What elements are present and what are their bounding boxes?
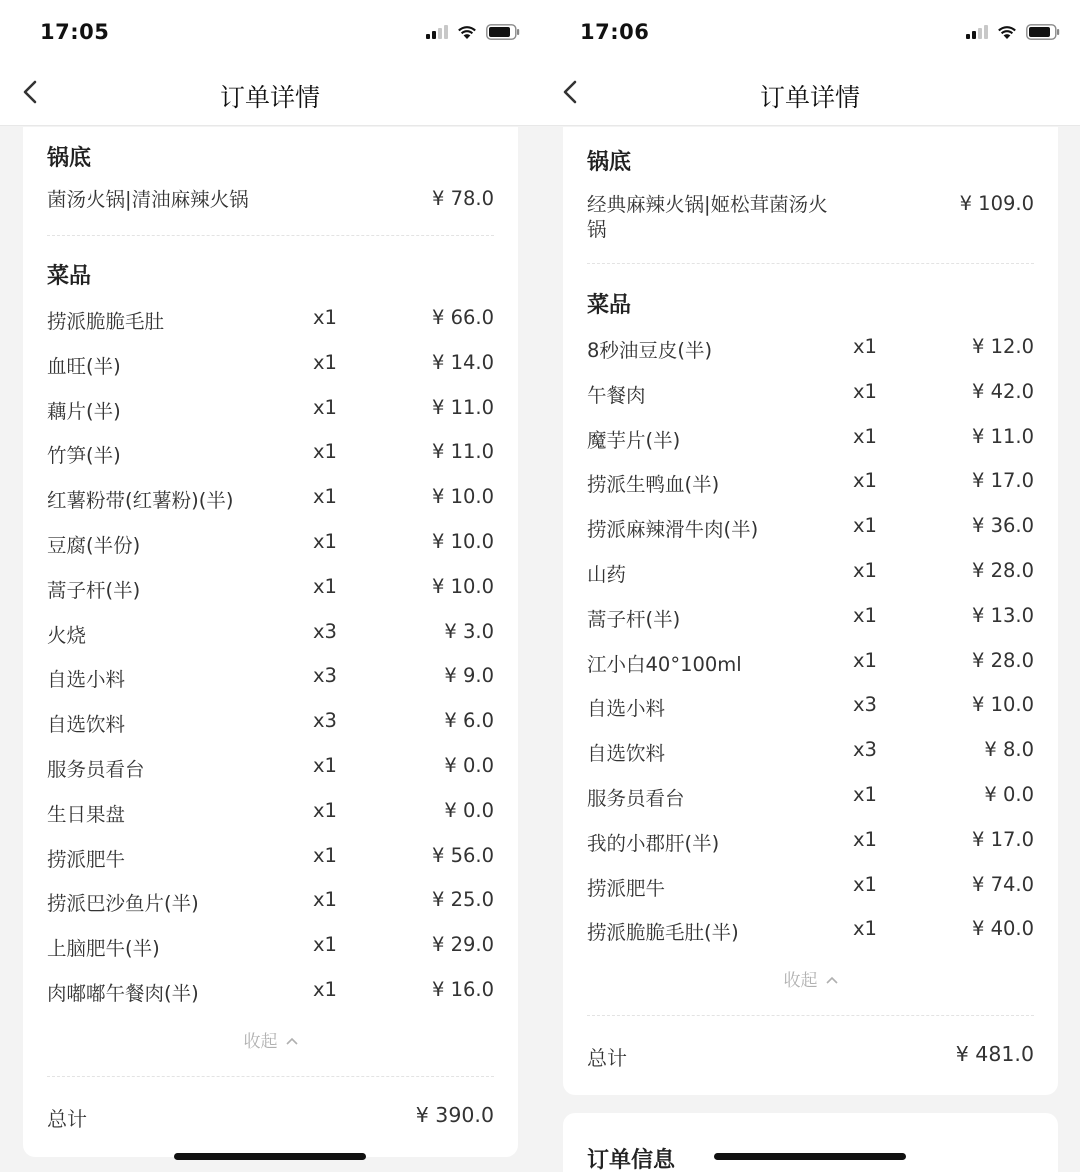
dish-name: 捞派脆脆毛肚(半): [587, 921, 739, 945]
dish-name: 红薯粉带(红薯粉)(半): [47, 489, 234, 513]
dish-row: [587, 335, 1034, 365]
status-bar: [0, 0, 540, 64]
dish-row: [47, 664, 494, 694]
dish-qty: x1: [853, 603, 877, 627]
status-icons: [426, 24, 520, 40]
dish-price: ¥ 9.0: [444, 664, 494, 688]
total-price: ¥ 390.0: [415, 1103, 494, 1127]
total-row: [587, 1042, 1034, 1072]
dish-qty: x1: [313, 395, 337, 419]
dish-price: ¥ 12.0: [971, 335, 1034, 358]
total-price: ¥ 481.0: [955, 1042, 1034, 1066]
status-time: 17:05: [40, 20, 110, 44]
battery-icon: [486, 24, 520, 40]
dish-qty: x1: [853, 379, 877, 403]
dish-price: ¥ 11.0: [431, 440, 494, 464]
dish-qty: x3: [313, 664, 337, 688]
dish-price: ¥ 40.0: [971, 917, 1034, 941]
dish-qty: x1: [313, 350, 337, 374]
dish-price: ¥ 56.0: [431, 843, 494, 867]
dish-row: [47, 440, 494, 470]
dish-qty: x1: [313, 574, 337, 598]
dish-name: 自选饮料: [47, 713, 126, 737]
base-price: ¥ 109.0: [959, 192, 1034, 215]
dish-row: [47, 978, 494, 1008]
dish-price: ¥ 11.0: [431, 395, 494, 419]
dish-name: 捞派肥牛: [587, 876, 666, 900]
dish-name: 山药: [587, 563, 627, 586]
dish-name: 肉嘟嘟午餐肉(半): [47, 982, 199, 1005]
dish-qty: x3: [313, 709, 337, 733]
dish-row: [47, 799, 494, 829]
dish-name: 8秒油豆皮(半): [587, 339, 713, 362]
total-label: 总计: [47, 1107, 87, 1131]
dish-qty: x1: [313, 754, 337, 777]
dish-name: 上脑肥牛(半): [47, 937, 160, 961]
dish-row: [47, 396, 494, 426]
dish-row: [587, 469, 1034, 499]
dish-row: [47, 888, 494, 918]
dish-price: ¥ 36.0: [971, 514, 1034, 538]
collapse-label: 收起: [783, 971, 818, 991]
dish-qty: x1: [313, 440, 337, 464]
dish-name: 捞派麻辣滑牛肉(半): [587, 518, 759, 542]
dish-name: 捞派脆脆毛肚: [47, 310, 165, 333]
dish-qty: x1: [853, 469, 877, 493]
dish-row: [47, 306, 494, 336]
dish-qty: x3: [853, 693, 877, 717]
dish-name: 捞派肥牛: [47, 847, 126, 871]
total-label: 总计: [587, 1046, 627, 1070]
signal-icon: [426, 25, 448, 39]
divider: [587, 1015, 1034, 1016]
nav-bar: [0, 64, 540, 126]
divider: [587, 263, 1034, 264]
dish-name: 自选小料: [47, 668, 126, 692]
dish-price: ¥ 29.0: [431, 933, 494, 957]
base-row: [47, 187, 494, 217]
dish-row: [587, 514, 1034, 544]
base-price: ¥ 78.0: [431, 187, 494, 210]
dish-price: ¥ 28.0: [971, 648, 1034, 672]
order-info-card: [563, 1113, 1058, 1172]
dish-name: 血旺(半): [47, 354, 121, 378]
dish-row: [47, 620, 494, 650]
dish-price: ¥ 8.0: [984, 738, 1034, 762]
dish-row: [47, 485, 494, 515]
right-screen: [540, 0, 1080, 1172]
dish-price: ¥ 3.0: [444, 619, 494, 643]
dish-price: ¥ 10.0: [431, 574, 494, 598]
dish-price: ¥ 13.0: [971, 603, 1034, 627]
collapse-button[interactable]: [563, 966, 1058, 991]
status-icons: [966, 24, 1060, 40]
dish-price: ¥ 28.0: [971, 559, 1034, 582]
dish-qty: x1: [853, 872, 877, 896]
dish-qty: x1: [853, 559, 877, 582]
dish-name: 蒿子杆(半): [47, 578, 141, 602]
dish-qty: x1: [313, 798, 337, 822]
chevron-up-icon: [286, 1030, 298, 1050]
base-section-title: 锅底: [587, 150, 632, 175]
dish-price: ¥ 10.0: [431, 530, 494, 553]
dish-row: [47, 754, 494, 784]
dish-row: [587, 559, 1034, 589]
base-row: [587, 192, 1034, 244]
order-info-title: 订单信息: [587, 1148, 676, 1172]
dish-row: [47, 933, 494, 963]
base-section-title: 锅底: [47, 146, 92, 171]
dish-name: 豆腐(半份): [47, 534, 141, 557]
dish-price: ¥ 0.0: [444, 798, 494, 822]
dish-price: ¥ 66.0: [431, 306, 494, 329]
home-indicator: [174, 1153, 366, 1160]
dish-price: ¥ 6.0: [444, 709, 494, 733]
dish-name: 火烧: [47, 623, 87, 647]
dish-price: ¥ 10.0: [971, 693, 1034, 717]
dish-qty: x1: [313, 978, 337, 1001]
dish-row: [587, 425, 1034, 455]
dish-row: [587, 738, 1034, 768]
status-bar: [540, 0, 1080, 64]
dish-name: 魔芋片(半): [587, 428, 681, 452]
dish-name: 我的小郡肝(半): [587, 831, 720, 855]
dish-qty: x1: [313, 888, 337, 912]
collapse-label: 收起: [243, 1032, 278, 1052]
dish-row: [587, 380, 1034, 410]
dish-price: ¥ 17.0: [971, 469, 1034, 493]
dish-name: 自选小料: [587, 697, 666, 721]
dish-row: [47, 575, 494, 605]
dish-name: 藕片(半): [47, 399, 121, 423]
dish-qty: x1: [313, 933, 337, 957]
dish-qty: x3: [313, 619, 337, 643]
dish-qty: x1: [853, 335, 877, 358]
dish-name: 捞派生鸭血(半): [587, 473, 720, 497]
dish-qty: x1: [853, 424, 877, 448]
dish-name: 服务员看台: [587, 787, 685, 810]
dishes-section-title: 菜品: [587, 293, 632, 318]
dish-name: 自选饮料: [587, 742, 666, 766]
dish-qty: x3: [853, 738, 877, 762]
dish-price: ¥ 11.0: [971, 424, 1034, 448]
signal-icon: [966, 25, 988, 39]
wifi-icon: [996, 24, 1018, 40]
dish-name: 蒿子杆(半): [587, 607, 681, 631]
dish-name: 捞派巴沙鱼片(半): [47, 892, 199, 916]
page-title: 订单详情: [219, 83, 320, 112]
dish-row: [587, 873, 1034, 903]
dish-row: [587, 604, 1034, 634]
dish-row: [47, 351, 494, 381]
dish-price: ¥ 14.0: [431, 350, 494, 374]
divider: [47, 235, 494, 236]
order-items-card: [563, 127, 1058, 1095]
dish-qty: x1: [313, 306, 337, 329]
dish-name: 生日果盘: [47, 802, 126, 826]
dish-qty: x1: [313, 843, 337, 867]
dish-name: 竹笋(半): [47, 444, 121, 468]
dish-price: ¥ 74.0: [971, 872, 1034, 896]
base-name: 经典麻辣火锅|姬松茸菌汤火锅: [587, 193, 828, 241]
battery-icon: [1026, 24, 1060, 40]
dish-row: [47, 844, 494, 874]
dish-price: ¥ 16.0: [431, 978, 494, 1001]
dishes-section-title: 菜品: [47, 264, 92, 289]
status-time: 17:06: [580, 20, 650, 44]
dish-price: ¥ 42.0: [971, 379, 1034, 403]
total-row: [47, 1103, 494, 1133]
dish-price: ¥ 25.0: [431, 888, 494, 912]
dish-row: [587, 828, 1034, 858]
base-name: 菌汤火锅|清油麻辣火锅: [47, 188, 249, 211]
wifi-icon: [456, 24, 478, 40]
page-title: 订单详情: [759, 83, 860, 112]
home-indicator: [714, 1153, 906, 1160]
dish-name: 服务员看台: [47, 758, 145, 781]
dish-qty: x1: [853, 827, 877, 851]
dish-price: ¥ 17.0: [971, 827, 1034, 851]
dish-row: [587, 917, 1034, 947]
divider: [47, 1076, 494, 1077]
dish-qty: x1: [853, 783, 877, 806]
nav-bar: [540, 64, 1080, 126]
dish-price: ¥ 0.0: [984, 783, 1034, 806]
dish-qty: x1: [313, 530, 337, 553]
dish-row: [47, 709, 494, 739]
chevron-up-icon: [826, 969, 838, 989]
dish-name: 江小白40°100ml: [587, 652, 742, 676]
dish-price: ¥ 0.0: [444, 754, 494, 777]
dish-price: ¥ 10.0: [431, 485, 494, 509]
dish-qty: x1: [853, 917, 877, 941]
dish-row: [587, 693, 1034, 723]
dish-row: [587, 783, 1034, 813]
dish-row: [587, 649, 1034, 679]
order-items-card: [23, 127, 518, 1157]
collapse-button[interactable]: [23, 1027, 518, 1052]
dish-row: [47, 530, 494, 560]
dish-qty: x1: [313, 485, 337, 509]
dish-qty: x1: [853, 648, 877, 672]
dish-qty: x1: [853, 514, 877, 538]
dish-name: 午餐肉: [587, 383, 646, 407]
